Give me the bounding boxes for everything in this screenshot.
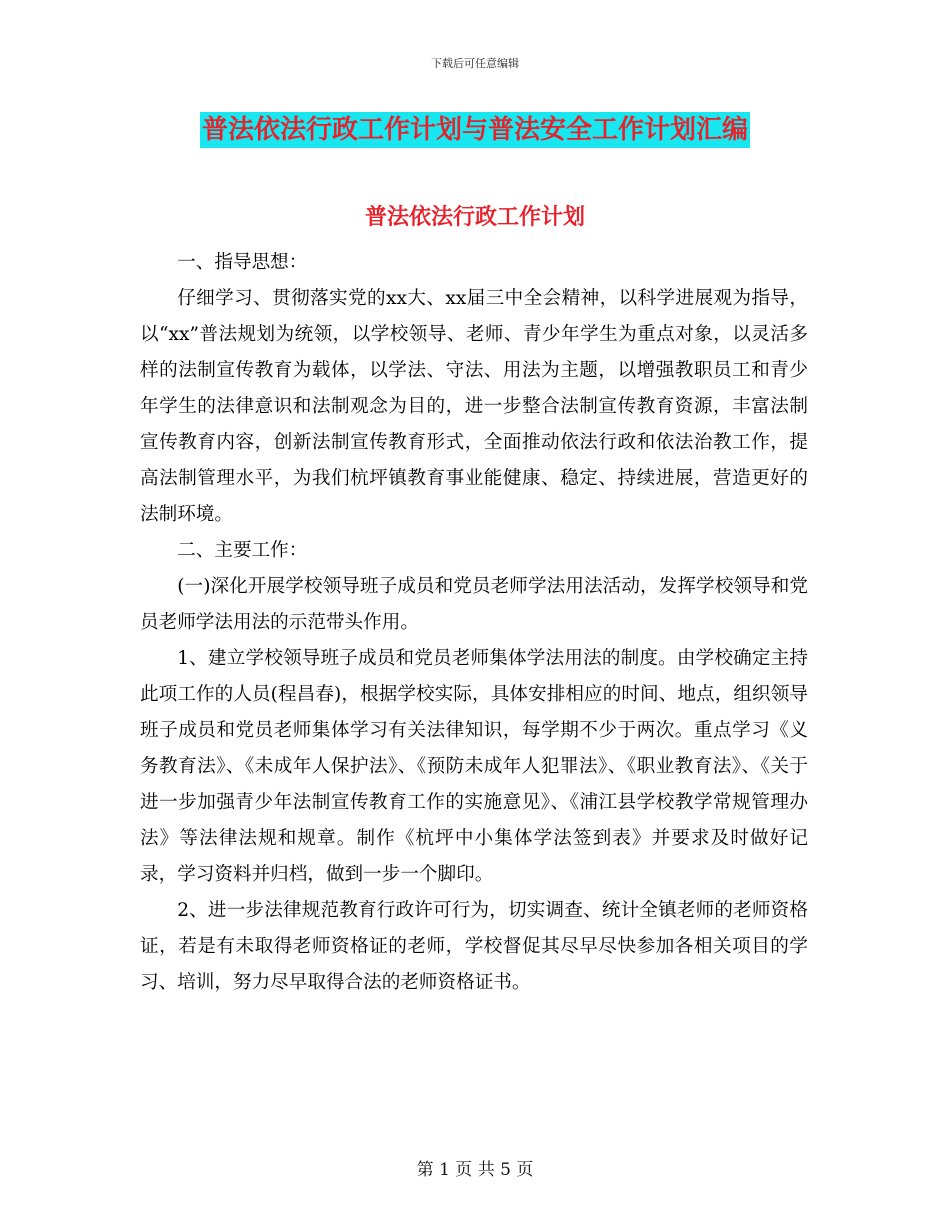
paragraph: 仔细学习、贯彻落实党的xx大、xx届三中全会精神，以科学进展观为指导，以“xx”普法规划为统领，以学校领导、老师、青少年学生为重点对象，以灵活多样的法制宣传教育为载体，以学法、守法、用法为主题，以增强教职员工和青少年学生的法律意识和法制观念为目的，进一步整合法制宣传教育资源，丰富法制宣传教育内容，创新法制宣传教育形式，全面推动依法行政和依法治教工作，提高法制管理水平，为我们杭坪镇教育事业能健康、稳定、持续进展，营造更好的法制环境。: [140, 288, 808, 525]
paragraph: 2、进一步法律规范教育行政许可行为，切实调查、统计全镇老师的老师资格证，若是有未取得老师资格证的老师，学校督促其尽早尽快参加各相关项目的学习、培训，努力尽早取得合法的老师资格证书。: [140, 900, 808, 993]
page-number: 第 1 页 共 5 页: [416, 1160, 534, 1180]
document-title: 普法依法行政工作计划与普法安全工作计划汇编: [200, 112, 750, 148]
section-title: 普法依法行政工作计划: [364, 204, 585, 230]
paragraph: (一)深化开展学校领导班子成员和党员老师学法用法活动，发挥学校领导和党员老师学法用法的示范带头作用。: [140, 576, 808, 633]
document-title-container: [0, 112, 950, 148]
document-body: [140, 245, 808, 1001]
paragraph: 1、建立学校领导班子成员和党员老师集体学法用法的制度。由学校确定主持此项工作的人员(程昌春)，根据学校实际，具体安排相应的时间、地点，组织领导班子成员和党员老师集体学习有关法律知识，每学期不少于两次。重点学习《义务教育法》、《未成年人保护法》、《预防未成年人犯罪法》、《职业教育法》、《关于进一步加强青少年法制宣传教育工作的实施意见》、《浦江县学校教学常规管理办法》等法律法规和规章。制作《杭坪中小集体学法签到表》并要求及时做好记录，学习资料并归档，做到一步一个脚印。: [140, 648, 808, 885]
paragraph: 一、指导思想：: [177, 252, 308, 273]
paragraph: 二、主要工作：: [177, 540, 308, 561]
page-header-note: 下载后可任意编辑: [431, 57, 519, 70]
